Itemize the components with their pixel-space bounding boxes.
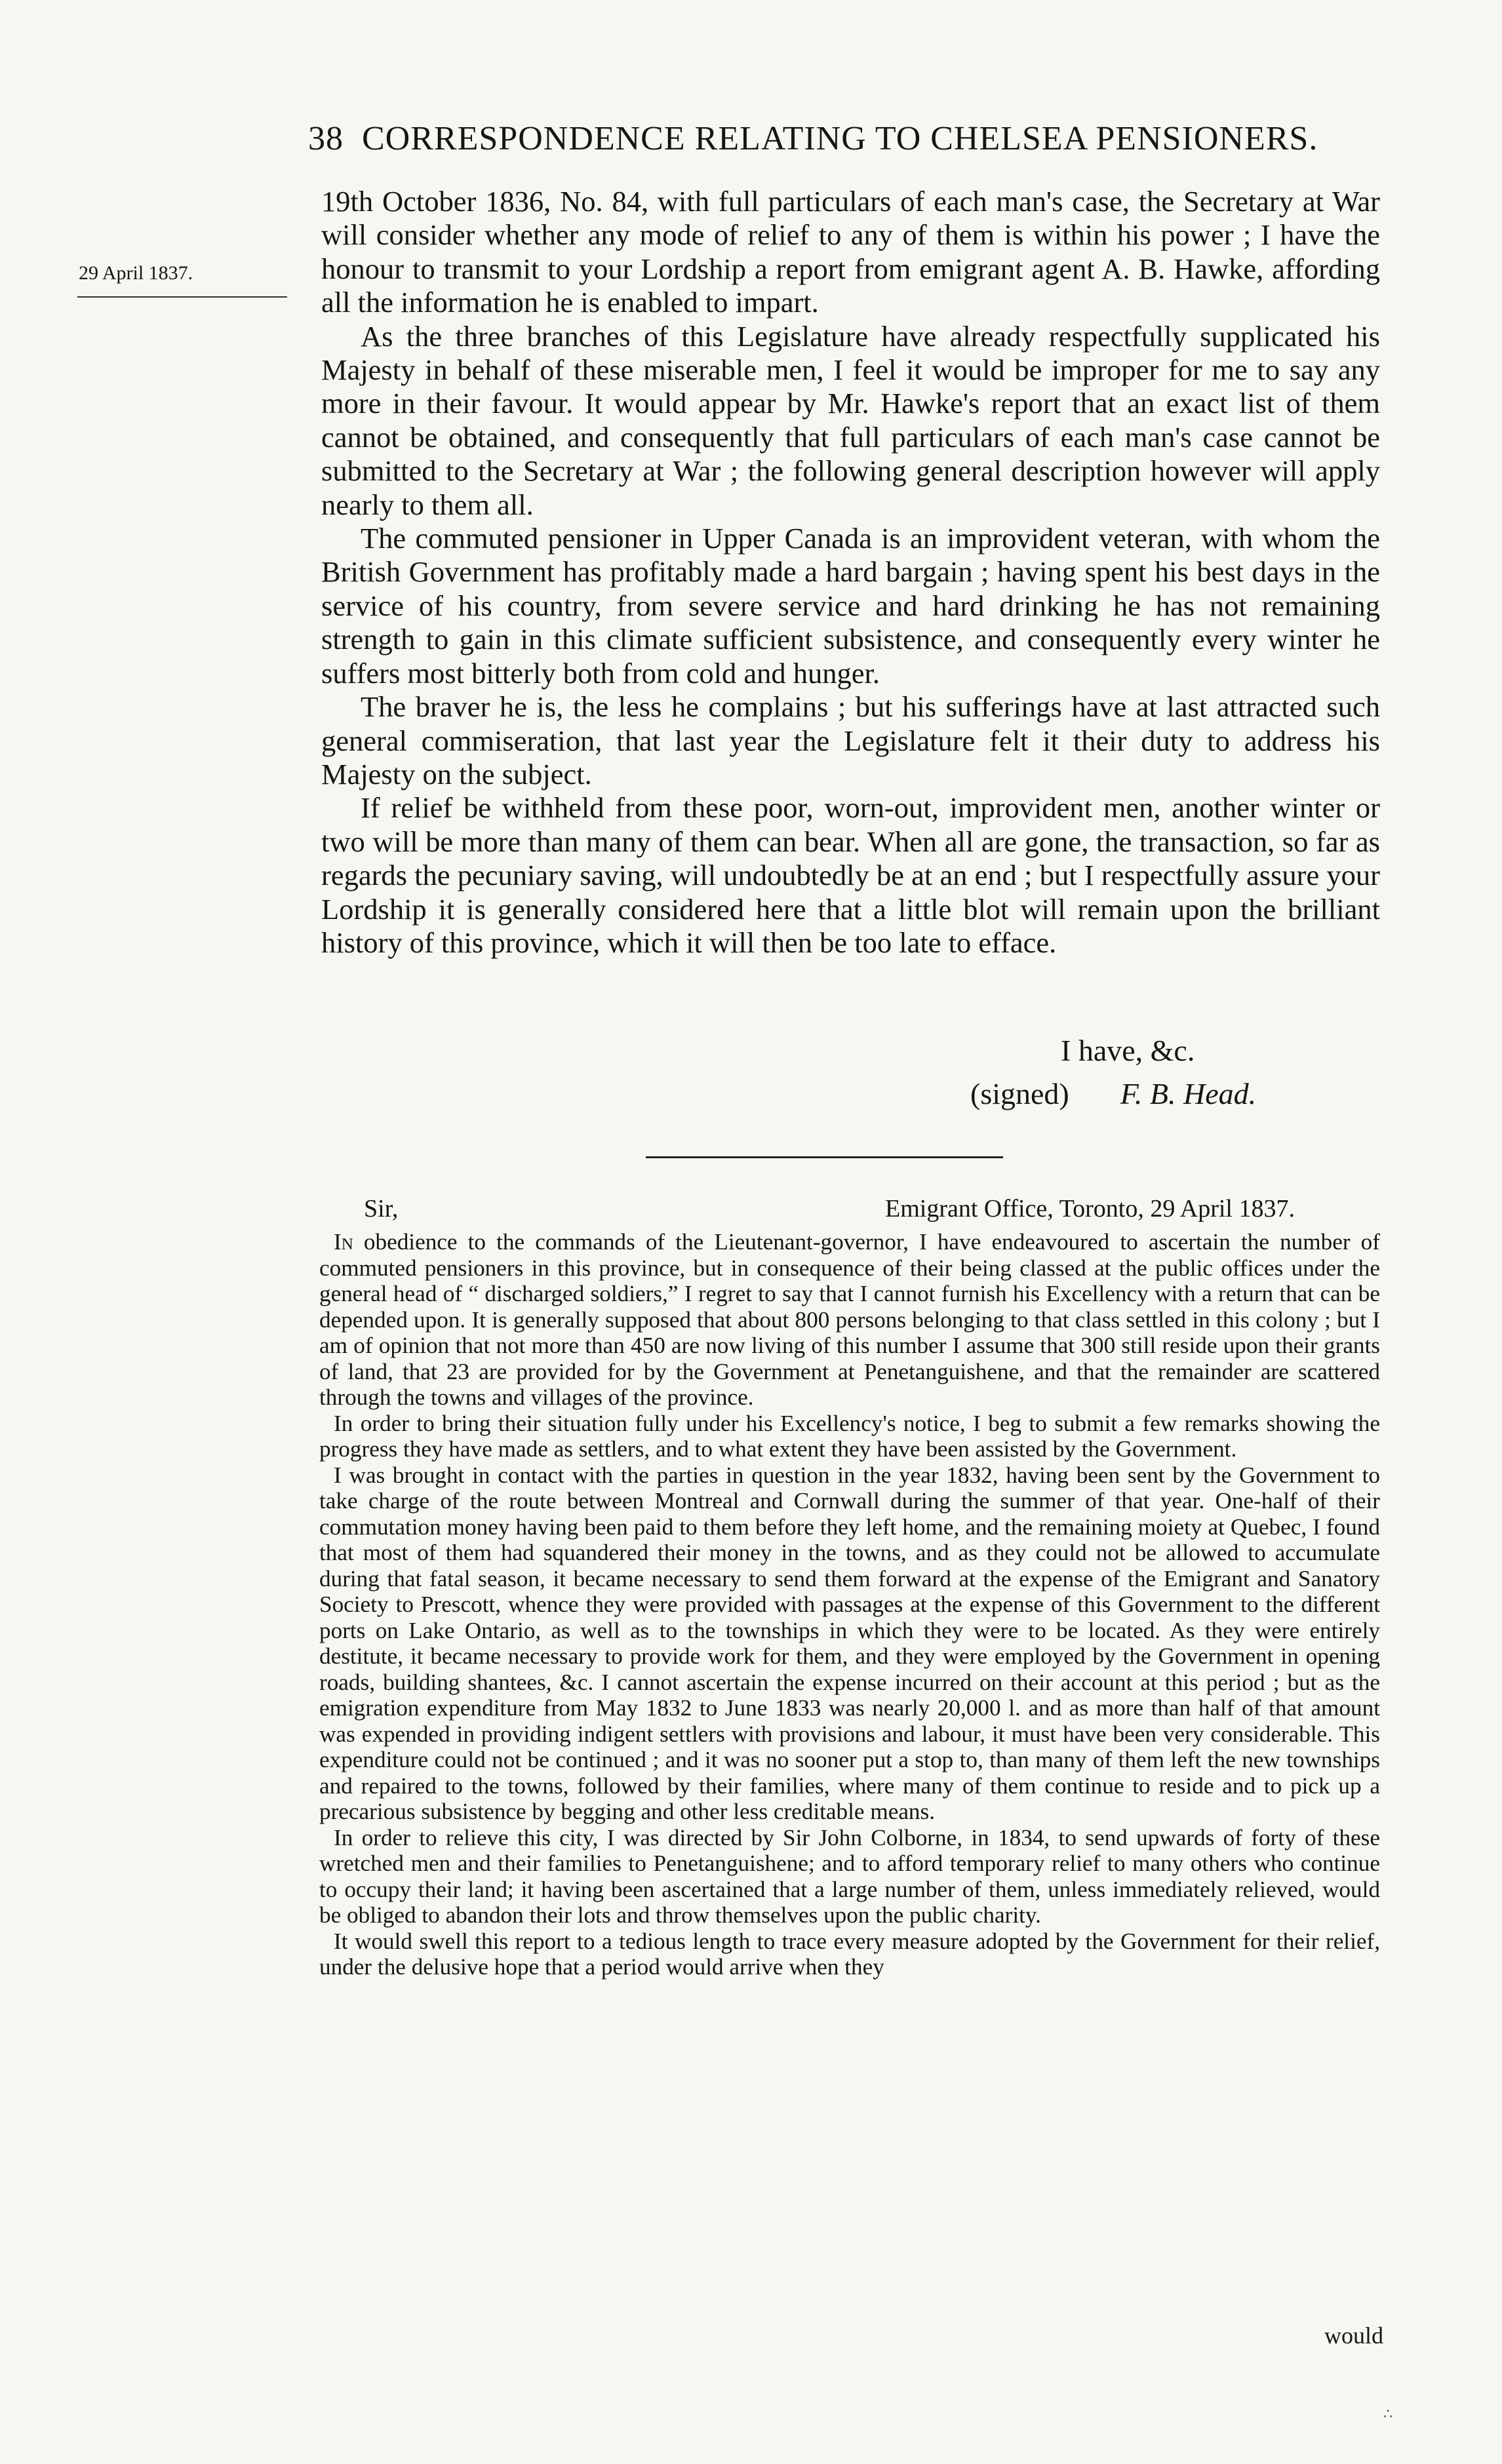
letter1-paragraph-5: If relief be withheld from these poor, worn-out, improvident men, another winter or two will be more than many of them can bear. When all are gone, the transaction, so far as regards the pecuniary saving, will undoubtedly be at an end ; but I respectfully assure your Lordship it is generally considered here that a little blot will remain upon the brilliant history of this province, which it will then be too late to efface. <box>321 791 1380 959</box>
letter2-paragraph-1-text: obedience to the commands of the Lieutenant-governor, I have endeavoured to ascertain the number of commuted pensioners in this province, but in consequence of their being classed at the public offices under the general head of “ discharged soldiers,” I regret to say that I cannot furnish his Excellency with a return that can be depended upon. It is generally supposed that about 800 persons belonging to that class settled in this colony ; but I am of opinion that not more than 450 are now living of this number I assume that 300 still reside upon their grants of land, that 23 are provided for by the Government at Penetanguishene, and that the remainder are scattered through the towns and villages of the province. <box>319 1229 1380 1410</box>
letter2-paragraph-4: In order to relieve this city, I was directed by Sir John Colborne, in 1834, to send upwards of forty of these wretched men and their families to Penetanguishene; and to afford temporary relief to many others who continue to occupy their land; it having been ascertained that a large number of them, unless immediately relieved, would be obliged to abandon their lots and throw themselves upon the public charity. <box>319 1824 1380 1928</box>
letter2-dateline: Emigrant Office, Toronto, 29 April 1837. <box>885 1195 1295 1222</box>
letter2-paragraph-2: In order to bring their situation fully under his Excellency's notice, I beg to submit a few remarks showing the progress they have made as settlers, and to what extent they have been assisted by the Government. <box>319 1410 1380 1462</box>
letter1-paragraph-3: The commuted pensioner in Upper Canada is an improvident veteran, with whom the British Government has profitably made a hard bargain ; having spent his best days in the service of his country, from severe service and hard drinking he has not remaining strength to gain in this climate sufficient subsistence, and consequently every winter he suffers most bitterly both from cold and hunger. <box>321 522 1380 690</box>
letter1-paragraph-2: As the three branches of this Legislature have already respectfully supplicated his Majesty in behalf of these miserable men, I feel it would be improper for me to say any more in their favour. It would appear by Mr. Hawke's report that an exact list of them cannot be obtained, and consequently that full particulars of each man's case cannot be submitted to the Secretary at War ; the following general description however will apply nearly to them all. <box>321 319 1380 521</box>
letter1-signature-line <box>970 1076 1256 1111</box>
letter1-closing: I have, &c. <box>1061 1034 1195 1067</box>
margin-note-date: 29 April 1837. <box>79 262 193 284</box>
opening-word: In <box>334 1229 353 1255</box>
letter1-paragraph-1: 19th October 1836, No. 84, with full particulars of each man's case, the Secretary at War will consider whether any mode of relief to any of them is within his power ; I have the honour to transmit to your Lordship a report from emigrant agent A. B. Hawke, affording all the information he is enabled to impart. <box>321 185 1380 319</box>
printer-ornament: ∴ <box>1383 2406 1393 2422</box>
letter-hawke-body <box>319 1229 1380 1980</box>
signature: F. B. Head. <box>1120 1077 1257 1110</box>
catchword: would <box>1324 2322 1383 2349</box>
letter1-paragraph-4: The braver he is, the less he complains ; but his sufferings have at last attracted such general commiseration, that last year the Legislature felt it their duty to address his Majesty on the subject. <box>321 690 1380 791</box>
letter-head-body <box>321 185 1380 960</box>
page-number: 38 <box>308 120 344 157</box>
section-divider <box>646 1156 1003 1158</box>
letter2-paragraph-1 <box>319 1229 1380 1411</box>
letter2-paragraph-3: I was brought in contact with the parties in question in the year 1832, having been sent by the Government to take charge of the route between Montreal and Cornwall during the summer of that year. One-half of their commutation money having been paid to them before they left home, and the remaining moiety at Quebec, I found that most of them had squandered their money in the towns, and as they could not be allowed to accumulate during that fatal season, it became necessary to send them forward at the expense of the Emigrant and Sanatory Society to Prescott, whence they were provided with passages at the expense of this Government to the different ports on Lake Ontario, as well as to the townships in which they were to be located. As they were entirely destitute, it became necessary to provide work for them, and they were employed by the Government in opening roads, building shantees, &c. I cannot ascertain the expense incurred on their account at this period ; but as the emigration expenditure from May 1832 to June 1833 was nearly 20,000 l. and as more than half of that amount was expended in providing indigent settlers with provisions and labour, it must have been very considerable. This expenditure could not be continued ; and it was no sooner put a stop to, than many of them left the new townships and repaired to the towns, followed by their families, where many of them continue to reside and to pick up a precarious subsistence by begging and other less creditable means. <box>319 1462 1380 1824</box>
running-header <box>308 119 1383 158</box>
running-title: CORRESPONDENCE RELATING TO CHELSEA PENSIONERS. <box>362 120 1318 157</box>
signed-label: (signed) <box>970 1077 1069 1110</box>
letter2-paragraph-5: It would swell this report to a tedious length to trace every measure adopted by the Government for their relief, under the delusive hope that a period would arrive when they <box>319 1928 1380 1980</box>
letter2-salutation: Sir, <box>364 1195 399 1222</box>
margin-rule <box>77 296 287 298</box>
